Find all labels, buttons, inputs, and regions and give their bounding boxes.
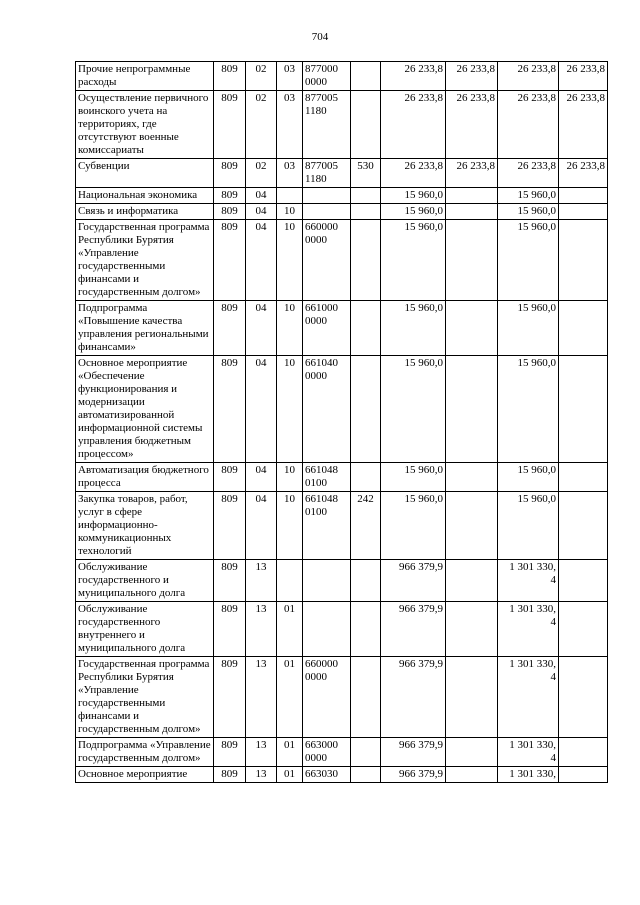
row-name-cell: Основное мероприятие — [76, 767, 214, 783]
row-sum3-cell: 15 960,0 — [498, 463, 559, 492]
row-pr-cell: 10 — [277, 220, 303, 301]
row-sum2-cell — [446, 301, 498, 356]
row-rz-cell: 04 — [246, 220, 277, 301]
table-row — [76, 62, 608, 91]
row-name-cell: Автоматизация бюджетного процесса — [76, 463, 214, 492]
row-pr-cell: 03 — [277, 91, 303, 159]
row-gr-cell: 809 — [214, 767, 246, 783]
row-name-cell: Осуществление первичного воинского учета на территориях, где отсутствуют военные комиссариаты — [76, 91, 214, 159]
row-rz-cell: 02 — [246, 91, 277, 159]
table-row — [76, 560, 608, 602]
row-sum3-cell: 1 301 330, 4 — [498, 560, 559, 602]
row-vr-cell — [351, 220, 381, 301]
row-pr-cell: 03 — [277, 62, 303, 91]
row-sum2-cell — [446, 560, 498, 602]
row-gr-cell: 809 — [214, 62, 246, 91]
row-rz-cell: 04 — [246, 204, 277, 220]
row-sum3-cell: 15 960,0 — [498, 188, 559, 204]
row-name-cell: Подпрограмма «Повышение качества управления региональными финансами» — [76, 301, 214, 356]
row-gr-cell: 809 — [214, 204, 246, 220]
row-rz-cell: 13 — [246, 657, 277, 738]
row-gr-cell: 809 — [214, 91, 246, 159]
row-sum4-cell — [559, 356, 608, 463]
row-pr-cell — [277, 188, 303, 204]
table-row — [76, 767, 608, 783]
row-sum3-cell: 26 233,8 — [498, 62, 559, 91]
row-gr-cell: 809 — [214, 602, 246, 657]
row-sum1-cell: 966 379,9 — [381, 738, 446, 767]
row-sum2-cell — [446, 188, 498, 204]
row-name-cell: Основное мероприятие «Обеспечение функционирования и модернизации автоматизированной информационной системы управления бюджетным процессом» — [76, 356, 214, 463]
row-vr-cell — [351, 356, 381, 463]
row-sum1-cell: 15 960,0 — [381, 301, 446, 356]
row-pr-cell — [277, 560, 303, 602]
row-cs-cell — [303, 188, 351, 204]
table-row — [76, 657, 608, 738]
row-sum1-cell: 15 960,0 — [381, 204, 446, 220]
row-name-cell: Национальная экономика — [76, 188, 214, 204]
row-sum2-cell — [446, 356, 498, 463]
row-name-cell: Субвенции — [76, 159, 214, 188]
budget-table — [75, 61, 608, 783]
row-sum4-cell — [559, 220, 608, 301]
row-pr-cell: 10 — [277, 492, 303, 560]
row-sum4-cell — [559, 560, 608, 602]
row-sum3-cell: 1 301 330, 4 — [498, 657, 559, 738]
row-cs-cell — [303, 204, 351, 220]
row-rz-cell: 13 — [246, 560, 277, 602]
table-row — [76, 301, 608, 356]
row-cs-cell: 877000 0000 — [303, 62, 351, 91]
row-sum3-cell: 15 960,0 — [498, 220, 559, 301]
row-cs-cell — [303, 560, 351, 602]
row-name-cell: Государственная программа Республики Бурятия «Управление государственными финансами и государственным долгом» — [76, 220, 214, 301]
row-gr-cell: 809 — [214, 301, 246, 356]
row-sum2-cell — [446, 657, 498, 738]
row-sum3-cell: 15 960,0 — [498, 356, 559, 463]
row-cs-cell: 663030 — [303, 767, 351, 783]
row-sum4-cell — [559, 738, 608, 767]
row-vr-cell — [351, 188, 381, 204]
row-gr-cell: 809 — [214, 657, 246, 738]
row-vr-cell — [351, 204, 381, 220]
row-rz-cell: 13 — [246, 767, 277, 783]
row-vr-cell: 242 — [351, 492, 381, 560]
row-cs-cell: 663000 0000 — [303, 738, 351, 767]
row-sum1-cell: 15 960,0 — [381, 463, 446, 492]
row-sum1-cell: 966 379,9 — [381, 602, 446, 657]
row-rz-cell: 04 — [246, 463, 277, 492]
row-sum1-cell: 15 960,0 — [381, 220, 446, 301]
page-number: 704 — [311, 31, 329, 43]
row-sum2-cell: 26 233,8 — [446, 62, 498, 91]
row-pr-cell: 10 — [277, 301, 303, 356]
row-sum2-cell — [446, 767, 498, 783]
row-rz-cell: 04 — [246, 492, 277, 560]
row-vr-cell — [351, 463, 381, 492]
row-pr-cell: 10 — [277, 356, 303, 463]
row-sum4-cell: 26 233,8 — [559, 62, 608, 91]
row-sum1-cell: 26 233,8 — [381, 159, 446, 188]
row-gr-cell: 809 — [214, 560, 246, 602]
row-pr-cell: 03 — [277, 159, 303, 188]
row-sum4-cell — [559, 301, 608, 356]
row-sum1-cell: 15 960,0 — [381, 356, 446, 463]
row-pr-cell: 01 — [277, 767, 303, 783]
row-gr-cell: 809 — [214, 220, 246, 301]
table-row — [76, 159, 608, 188]
table-row — [76, 188, 608, 204]
row-vr-cell — [351, 560, 381, 602]
row-pr-cell: 01 — [277, 657, 303, 738]
row-gr-cell: 809 — [214, 159, 246, 188]
row-vr-cell — [351, 62, 381, 91]
row-cs-cell: 661040 0000 — [303, 356, 351, 463]
row-sum1-cell: 26 233,8 — [381, 91, 446, 159]
row-pr-cell: 10 — [277, 463, 303, 492]
row-sum4-cell: 26 233,8 — [559, 159, 608, 188]
row-rz-cell: 04 — [246, 356, 277, 463]
row-rz-cell: 04 — [246, 301, 277, 356]
row-rz-cell: 13 — [246, 602, 277, 657]
table-row — [76, 204, 608, 220]
table-row — [76, 220, 608, 301]
row-rz-cell: 02 — [246, 159, 277, 188]
row-vr-cell — [351, 91, 381, 159]
row-sum2-cell — [446, 463, 498, 492]
row-sum4-cell — [559, 602, 608, 657]
table-row — [76, 91, 608, 159]
row-sum4-cell — [559, 767, 608, 783]
row-name-cell: Обслуживание государственного внутреннего и муниципального долга — [76, 602, 214, 657]
row-sum4-cell — [559, 463, 608, 492]
row-pr-cell: 01 — [277, 738, 303, 767]
row-name-cell: Государственная программа Республики Бурятия «Управление государственными финансами и государственным долгом» — [76, 657, 214, 738]
row-sum1-cell: 966 379,9 — [381, 767, 446, 783]
row-sum1-cell: 966 379,9 — [381, 560, 446, 602]
row-sum3-cell: 26 233,8 — [498, 159, 559, 188]
row-sum2-cell — [446, 738, 498, 767]
row-sum1-cell: 15 960,0 — [381, 188, 446, 204]
row-vr-cell — [351, 767, 381, 783]
row-gr-cell: 809 — [214, 463, 246, 492]
row-sum3-cell: 1 301 330, 4 — [498, 602, 559, 657]
row-sum3-cell: 15 960,0 — [498, 301, 559, 356]
row-sum3-cell: 15 960,0 — [498, 204, 559, 220]
row-name-cell: Подпрограмма «Управление государственным долгом» — [76, 738, 214, 767]
row-sum2-cell — [446, 602, 498, 657]
row-sum2-cell: 26 233,8 — [446, 91, 498, 159]
row-sum4-cell — [559, 492, 608, 560]
row-vr-cell — [351, 301, 381, 356]
row-cs-cell — [303, 602, 351, 657]
table-row — [76, 602, 608, 657]
row-sum2-cell — [446, 492, 498, 560]
row-pr-cell: 10 — [277, 204, 303, 220]
table-row — [76, 356, 608, 463]
row-rz-cell: 04 — [246, 188, 277, 204]
row-gr-cell: 809 — [214, 188, 246, 204]
row-sum2-cell: 26 233,8 — [446, 159, 498, 188]
row-name-cell: Связь и информатика — [76, 204, 214, 220]
row-sum4-cell — [559, 657, 608, 738]
row-sum3-cell: 15 960,0 — [498, 492, 559, 560]
row-name-cell: Обслуживание государственного и муниципального долга — [76, 560, 214, 602]
row-sum3-cell: 26 233,8 — [498, 91, 559, 159]
row-cs-cell: 661048 0100 — [303, 492, 351, 560]
row-vr-cell: 530 — [351, 159, 381, 188]
row-vr-cell — [351, 738, 381, 767]
row-cs-cell: 660000 0000 — [303, 657, 351, 738]
row-gr-cell: 809 — [214, 356, 246, 463]
row-sum4-cell — [559, 188, 608, 204]
table-row — [76, 738, 608, 767]
row-pr-cell: 01 — [277, 602, 303, 657]
row-gr-cell: 809 — [214, 492, 246, 560]
row-cs-cell: 660000 0000 — [303, 220, 351, 301]
table-row — [76, 492, 608, 560]
row-vr-cell — [351, 602, 381, 657]
row-cs-cell: 877005 1180 — [303, 91, 351, 159]
row-sum1-cell: 26 233,8 — [381, 62, 446, 91]
row-sum3-cell: 1 301 330, 4 — [498, 738, 559, 767]
table-body — [76, 62, 608, 783]
row-gr-cell: 809 — [214, 738, 246, 767]
row-cs-cell: 661048 0100 — [303, 463, 351, 492]
row-vr-cell — [351, 657, 381, 738]
table-row — [76, 463, 608, 492]
row-sum1-cell: 966 379,9 — [381, 657, 446, 738]
row-sum1-cell: 15 960,0 — [381, 492, 446, 560]
row-name-cell: Прочие непрограммные расходы — [76, 62, 214, 91]
row-name-cell: Закупка товаров, работ, услуг в сфере информационно-коммуникационных технологий — [76, 492, 214, 560]
row-sum3-cell: 1 301 330, — [498, 767, 559, 783]
row-rz-cell: 02 — [246, 62, 277, 91]
row-sum4-cell — [559, 204, 608, 220]
row-sum4-cell: 26 233,8 — [559, 91, 608, 159]
row-sum2-cell — [446, 204, 498, 220]
row-cs-cell: 877005 1180 — [303, 159, 351, 188]
row-cs-cell: 661000 0000 — [303, 301, 351, 356]
row-rz-cell: 13 — [246, 738, 277, 767]
row-sum2-cell — [446, 220, 498, 301]
